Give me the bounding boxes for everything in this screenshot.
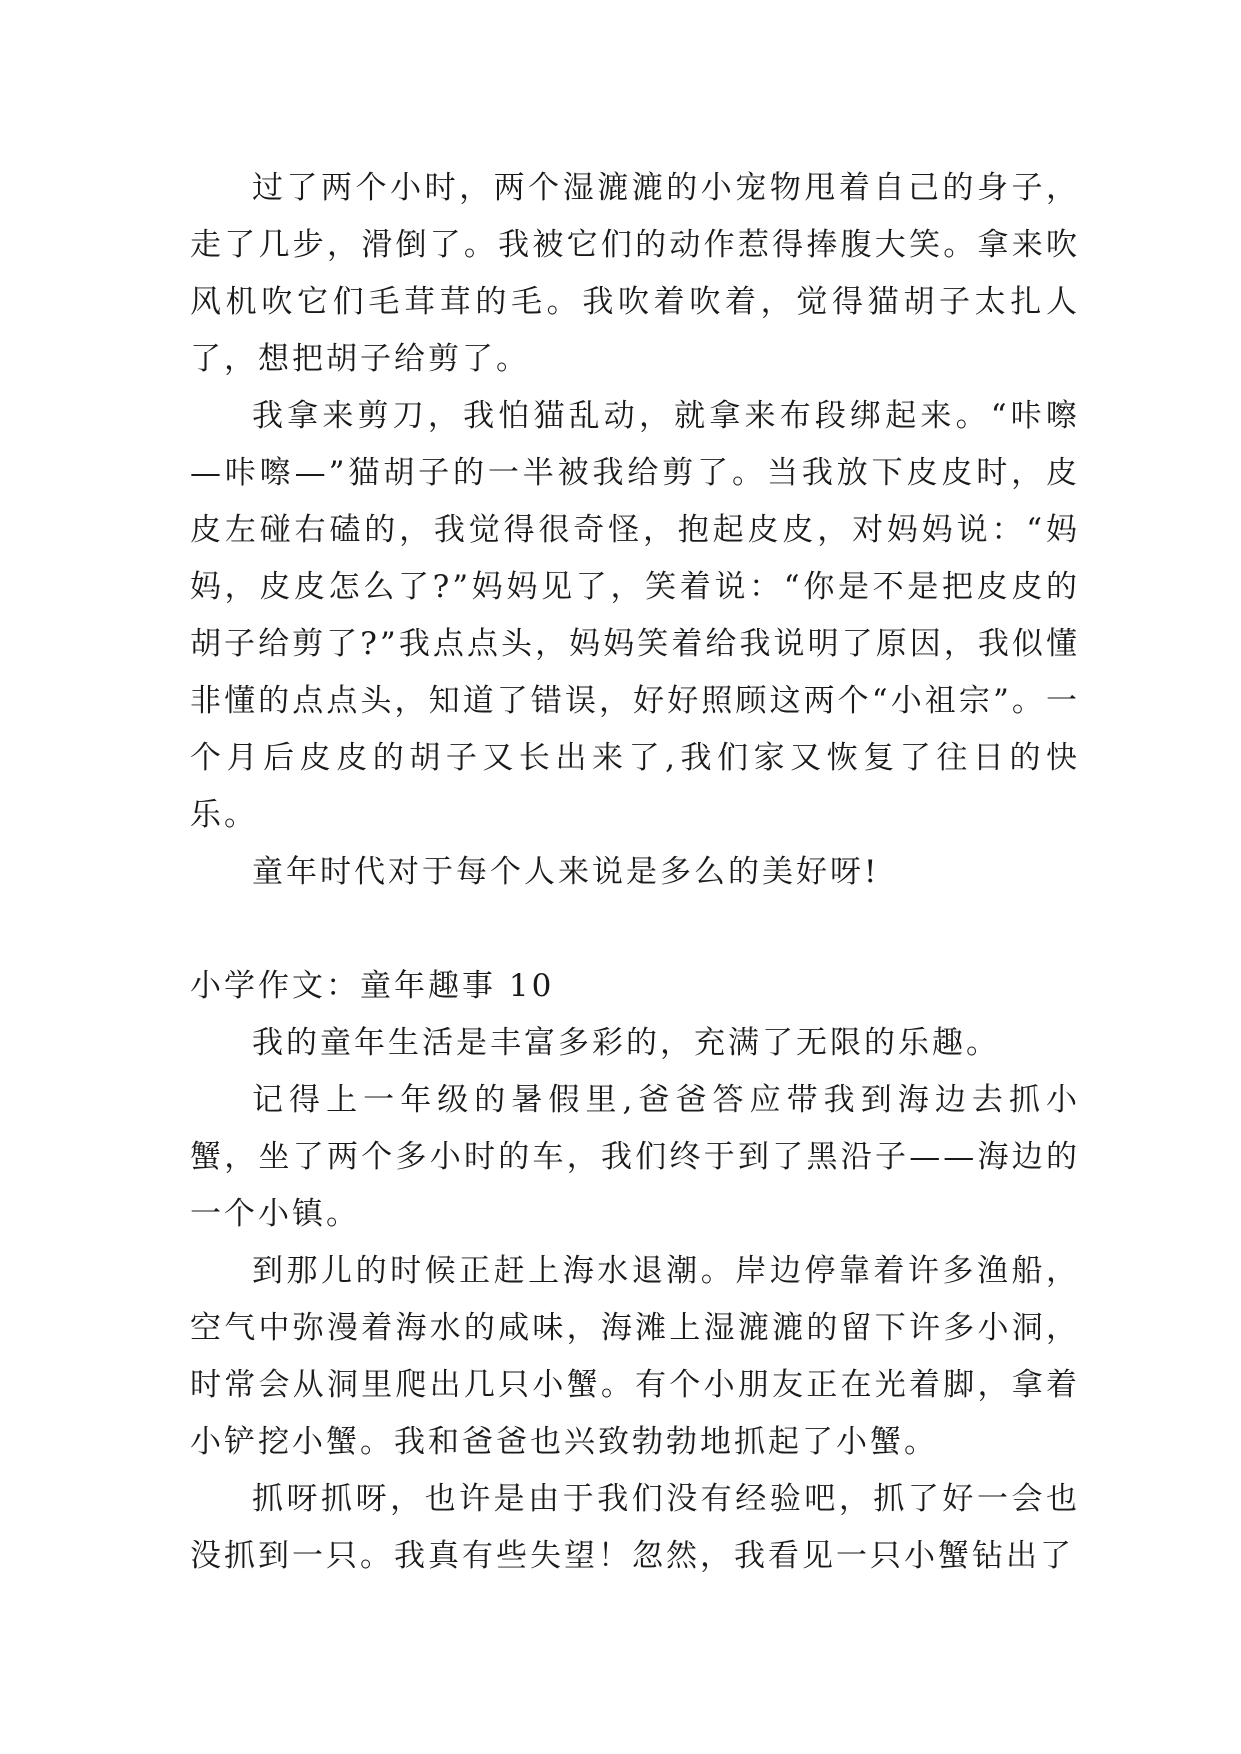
paragraph-bathing-pets: 过了两个小时，两个湿漉漉的小宠物甩着自己的身子，走了几步，滑倒了。我被它们的动作惹得捧腹大笑。拿来吹风机吹它们毛茸茸的毛。我吹着吹着，觉得猫胡子太扎人了，想把胡子给剪了。 [190, 170, 1080, 377]
paragraph-catching-crabs: 抓呀抓呀，也许是由于我们没有经验吧，抓了好一会也没抓到一只。我真有些失望！忽然，我看见一只小蟹钻出了 [190, 1481, 1080, 1574]
paragraph-cutting-whiskers: 我拿来剪刀，我怕猫乱动，就拿来布段绑起来。“咔嚓—咔嚓—”猫胡子的一半被我给剪了。当我放下皮皮时，皮皮左碰右磕的，我觉得很奇怪，抱起皮皮，对妈妈说：“妈妈，皮皮怎么了?”妈妈见了，笑着说：“你是不是把皮皮的胡子给剪了?”我点点头，妈妈笑着给我说明了原因，我似懂非懂的点点头，知道了错误，好好照顾这两个“小祖宗”。一个月后皮皮的胡子又长出来了,我们家又恢复了往日的快乐。 [190, 398, 1080, 833]
document-body [190, 160, 1080, 1585]
paragraph-rich-childhood: 我的童年生活是丰富多彩的，充满了无限的乐趣。 [252, 1025, 1000, 1061]
section-title: 小学作文：童年趣事 10 [190, 968, 555, 1004]
paragraph-childhood-beautiful: 童年时代对于每个人来说是多么的美好呀! [252, 854, 880, 890]
paragraph-low-tide: 到那儿的时候正赶上海水退潮。岸边停靠着许多渔船，空气中弥漫着海水的咸味，海滩上湿漉漉的留下许多小洞，时常会从洞里爬出几只小蟹。有个小朋友正在光着脚，拿着小铲挖小蟹。我和爸爸也兴致勃勃地抓起了小蟹。 [190, 1253, 1080, 1460]
paragraph-summer-vacation: 记得上一年级的暑假里,爸爸答应带我到海边去抓小蟹，坐了两个多小时的车，我们终于到了黑沿子——海边的一个小镇。 [190, 1082, 1080, 1232]
